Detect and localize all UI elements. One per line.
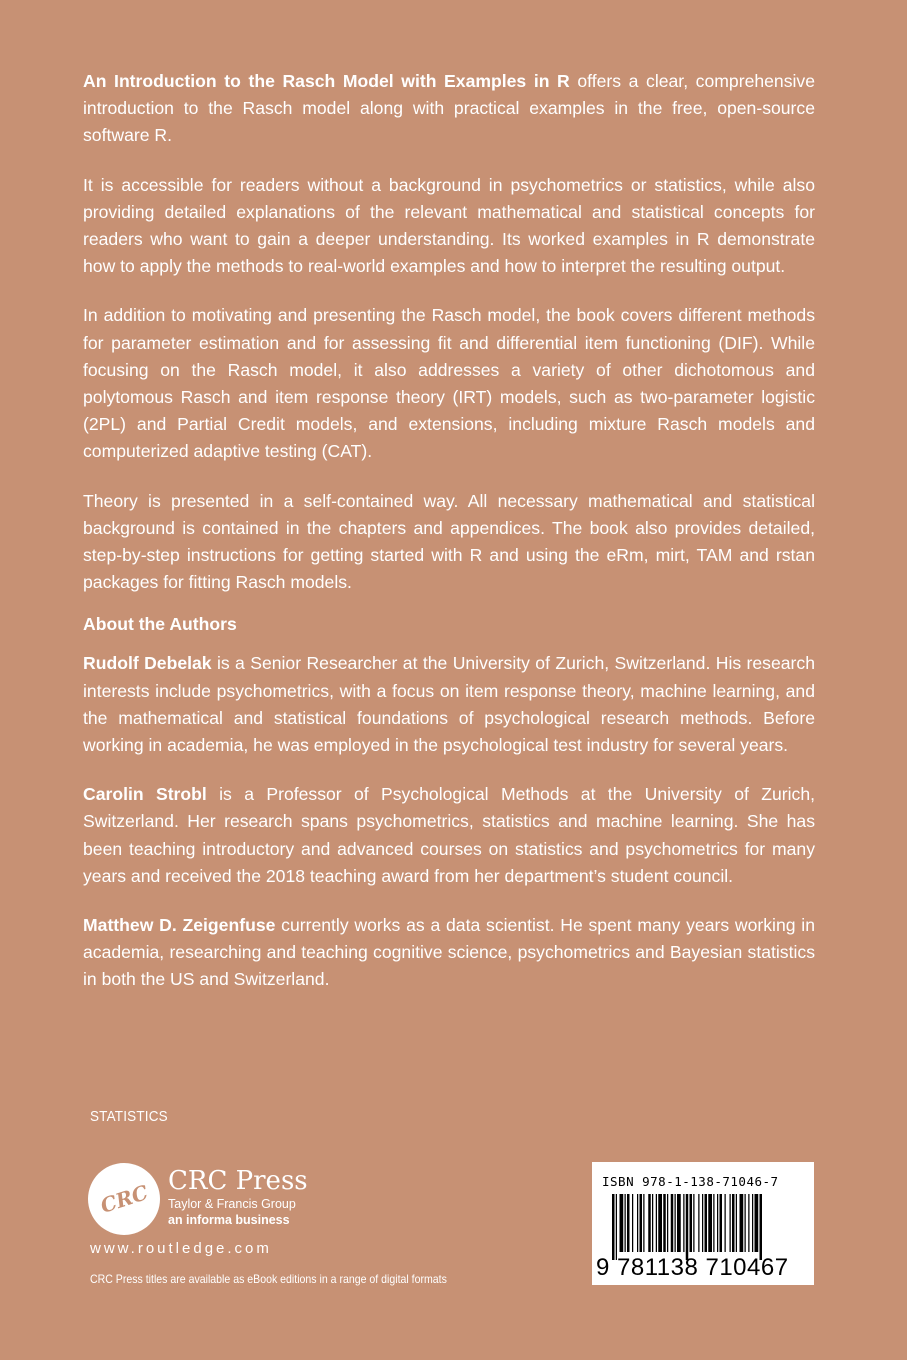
barcode-bar	[693, 1194, 694, 1252]
blurb-paragraph-3: In addition to motivating and presenting the Rasch model, the book covers different methods for parameter estimation and for assessing fit and differential item functioning (DIF). While focusing on the Rasch model, it also addresses a variety of other dichotomous and polytomous Rasch and item response theory (IRT) models, such as two-parameter logistic (2PL) and Partial Credit models, and extensions, including mixture Rasch models and computerized adaptive testing (CAT).	[83, 305, 815, 462]
barcode-bar	[760, 1194, 763, 1260]
author-bio-1	[83, 650, 815, 759]
isbn-barcode	[592, 1162, 814, 1285]
barcode-bar	[720, 1194, 723, 1252]
barcode-bar	[677, 1194, 681, 1252]
crc-logo-text: CRC	[97, 1180, 151, 1218]
barcode-bar	[708, 1194, 712, 1252]
barcode-bar	[730, 1194, 731, 1252]
blurb-paragraph-2: It is accessible for readers without a background in psychometrics or statistics, while also providing detailed explanations of the relevant mathematical and statistical concepts for readers who want to gain a deeper understanding. Its worked examples in R demonstrate how to apply the methods to real-world examples and how to interpret the resulting output.	[83, 174, 815, 277]
barcode-bar	[640, 1194, 643, 1252]
barcode-bar	[740, 1194, 744, 1252]
barcode-bar	[656, 1194, 657, 1252]
barcode-bar	[690, 1194, 693, 1252]
barcode-bar	[637, 1194, 638, 1252]
barcode-bar	[683, 1194, 684, 1252]
barcode-bar	[663, 1194, 666, 1252]
barcode-bar	[648, 1194, 651, 1252]
barcode-bar	[612, 1194, 615, 1260]
publisher-website[interactable]: www.routledge.com	[90, 1240, 272, 1257]
author-name-2: Carolin Strobl	[83, 784, 207, 805]
barcode-bar	[632, 1194, 633, 1252]
barcode-bar	[616, 1194, 617, 1260]
barcode-bar	[625, 1194, 626, 1252]
barcode-bar	[667, 1194, 668, 1252]
blurb-paragraph-1	[83, 68, 815, 150]
isbn-text: ISBN 978-1-138-71046-7	[602, 1174, 779, 1189]
barcode-bar	[627, 1194, 630, 1252]
barcode-bar	[686, 1194, 689, 1260]
barcode-bar	[752, 1194, 753, 1252]
author-name-1: Rudolf Debelak	[83, 653, 212, 674]
author-text-1: is a Senior Researcher at the University of Zurich, Switzerland. His research interests include psychometrics, with a focus on item response theory, machine learning, and the mathematical and statistical foundations of psychological research methods. Before working in academia, he was employed in the psychological test industry for several years.	[83, 653, 815, 756]
barcode-bars	[598, 1194, 808, 1260]
barcode-bar	[717, 1194, 718, 1252]
barcode-bar	[702, 1194, 703, 1252]
crc-logo-icon	[88, 1163, 160, 1235]
author-name-3: Matthew D. Zeigenfuse	[83, 915, 276, 936]
publisher-informa: an informa business	[168, 1213, 290, 1227]
barcode-digits: 9 781138 710467	[596, 1254, 789, 1281]
blurb-p1-text: offers a clear, comprehensive introduction to the Rasch model along with practical examples in the free, open-source software R.	[83, 71, 815, 146]
barcode-bar	[705, 1194, 708, 1252]
barcode-bar	[652, 1194, 653, 1252]
barcode-bar	[698, 1194, 699, 1252]
barcode-bar	[643, 1194, 644, 1252]
back-cover-text	[83, 68, 815, 1016]
publisher-name: CRC Press	[168, 1166, 308, 1196]
author-bio-2	[83, 781, 815, 890]
ebook-note: CRC Press titles are available as eBook editions in a range of digital formats	[90, 1272, 447, 1286]
barcode-bar	[736, 1194, 737, 1252]
barcode-bar	[755, 1194, 759, 1252]
author-text-3: currently works as a data scientist. He spent many years working in academia, researching and teaching cognitive science, psychometrics and Bayesian statistics in both the US and Switzerland.	[83, 915, 815, 990]
barcode-bar	[732, 1194, 735, 1252]
author-bio-3	[83, 912, 815, 994]
blurb-paragraph-4: Theory is presented in a self-contained way. All necessary mathematical and statistical background is contained in the chapters and appendices. The book also provides detailed, step-by-step instructions for getting started with R and using the eRm, mirt, TAM and rstan packages for fitting Rasch models.	[83, 490, 815, 593]
barcode-bar	[745, 1194, 746, 1252]
subject-category: STATISTICS	[90, 1108, 168, 1125]
barcode-bar	[658, 1194, 662, 1252]
barcode-bar	[675, 1194, 676, 1252]
about-authors-heading: About the Authors	[83, 614, 237, 635]
publisher-group: Taylor & Francis Group	[168, 1197, 296, 1211]
publisher-block	[168, 1166, 308, 1228]
barcode-bar	[713, 1194, 714, 1252]
book-title: An Introduction to the Rasch Model with Examples in R	[83, 71, 570, 91]
barcode-bar	[748, 1194, 749, 1252]
barcode-bar	[671, 1194, 674, 1252]
barcode-bar	[725, 1194, 726, 1252]
author-text-2: is a Professor of Psychological Methods at the University of Zurich, Switzerland. Her research spans psychometrics, statistics and machine learning. She has been teaching introductory and advanced courses on statistics and psychometrics for many years and received the 2018 teaching award from her department’s student council.	[83, 784, 816, 886]
barcode-bar	[620, 1194, 624, 1252]
